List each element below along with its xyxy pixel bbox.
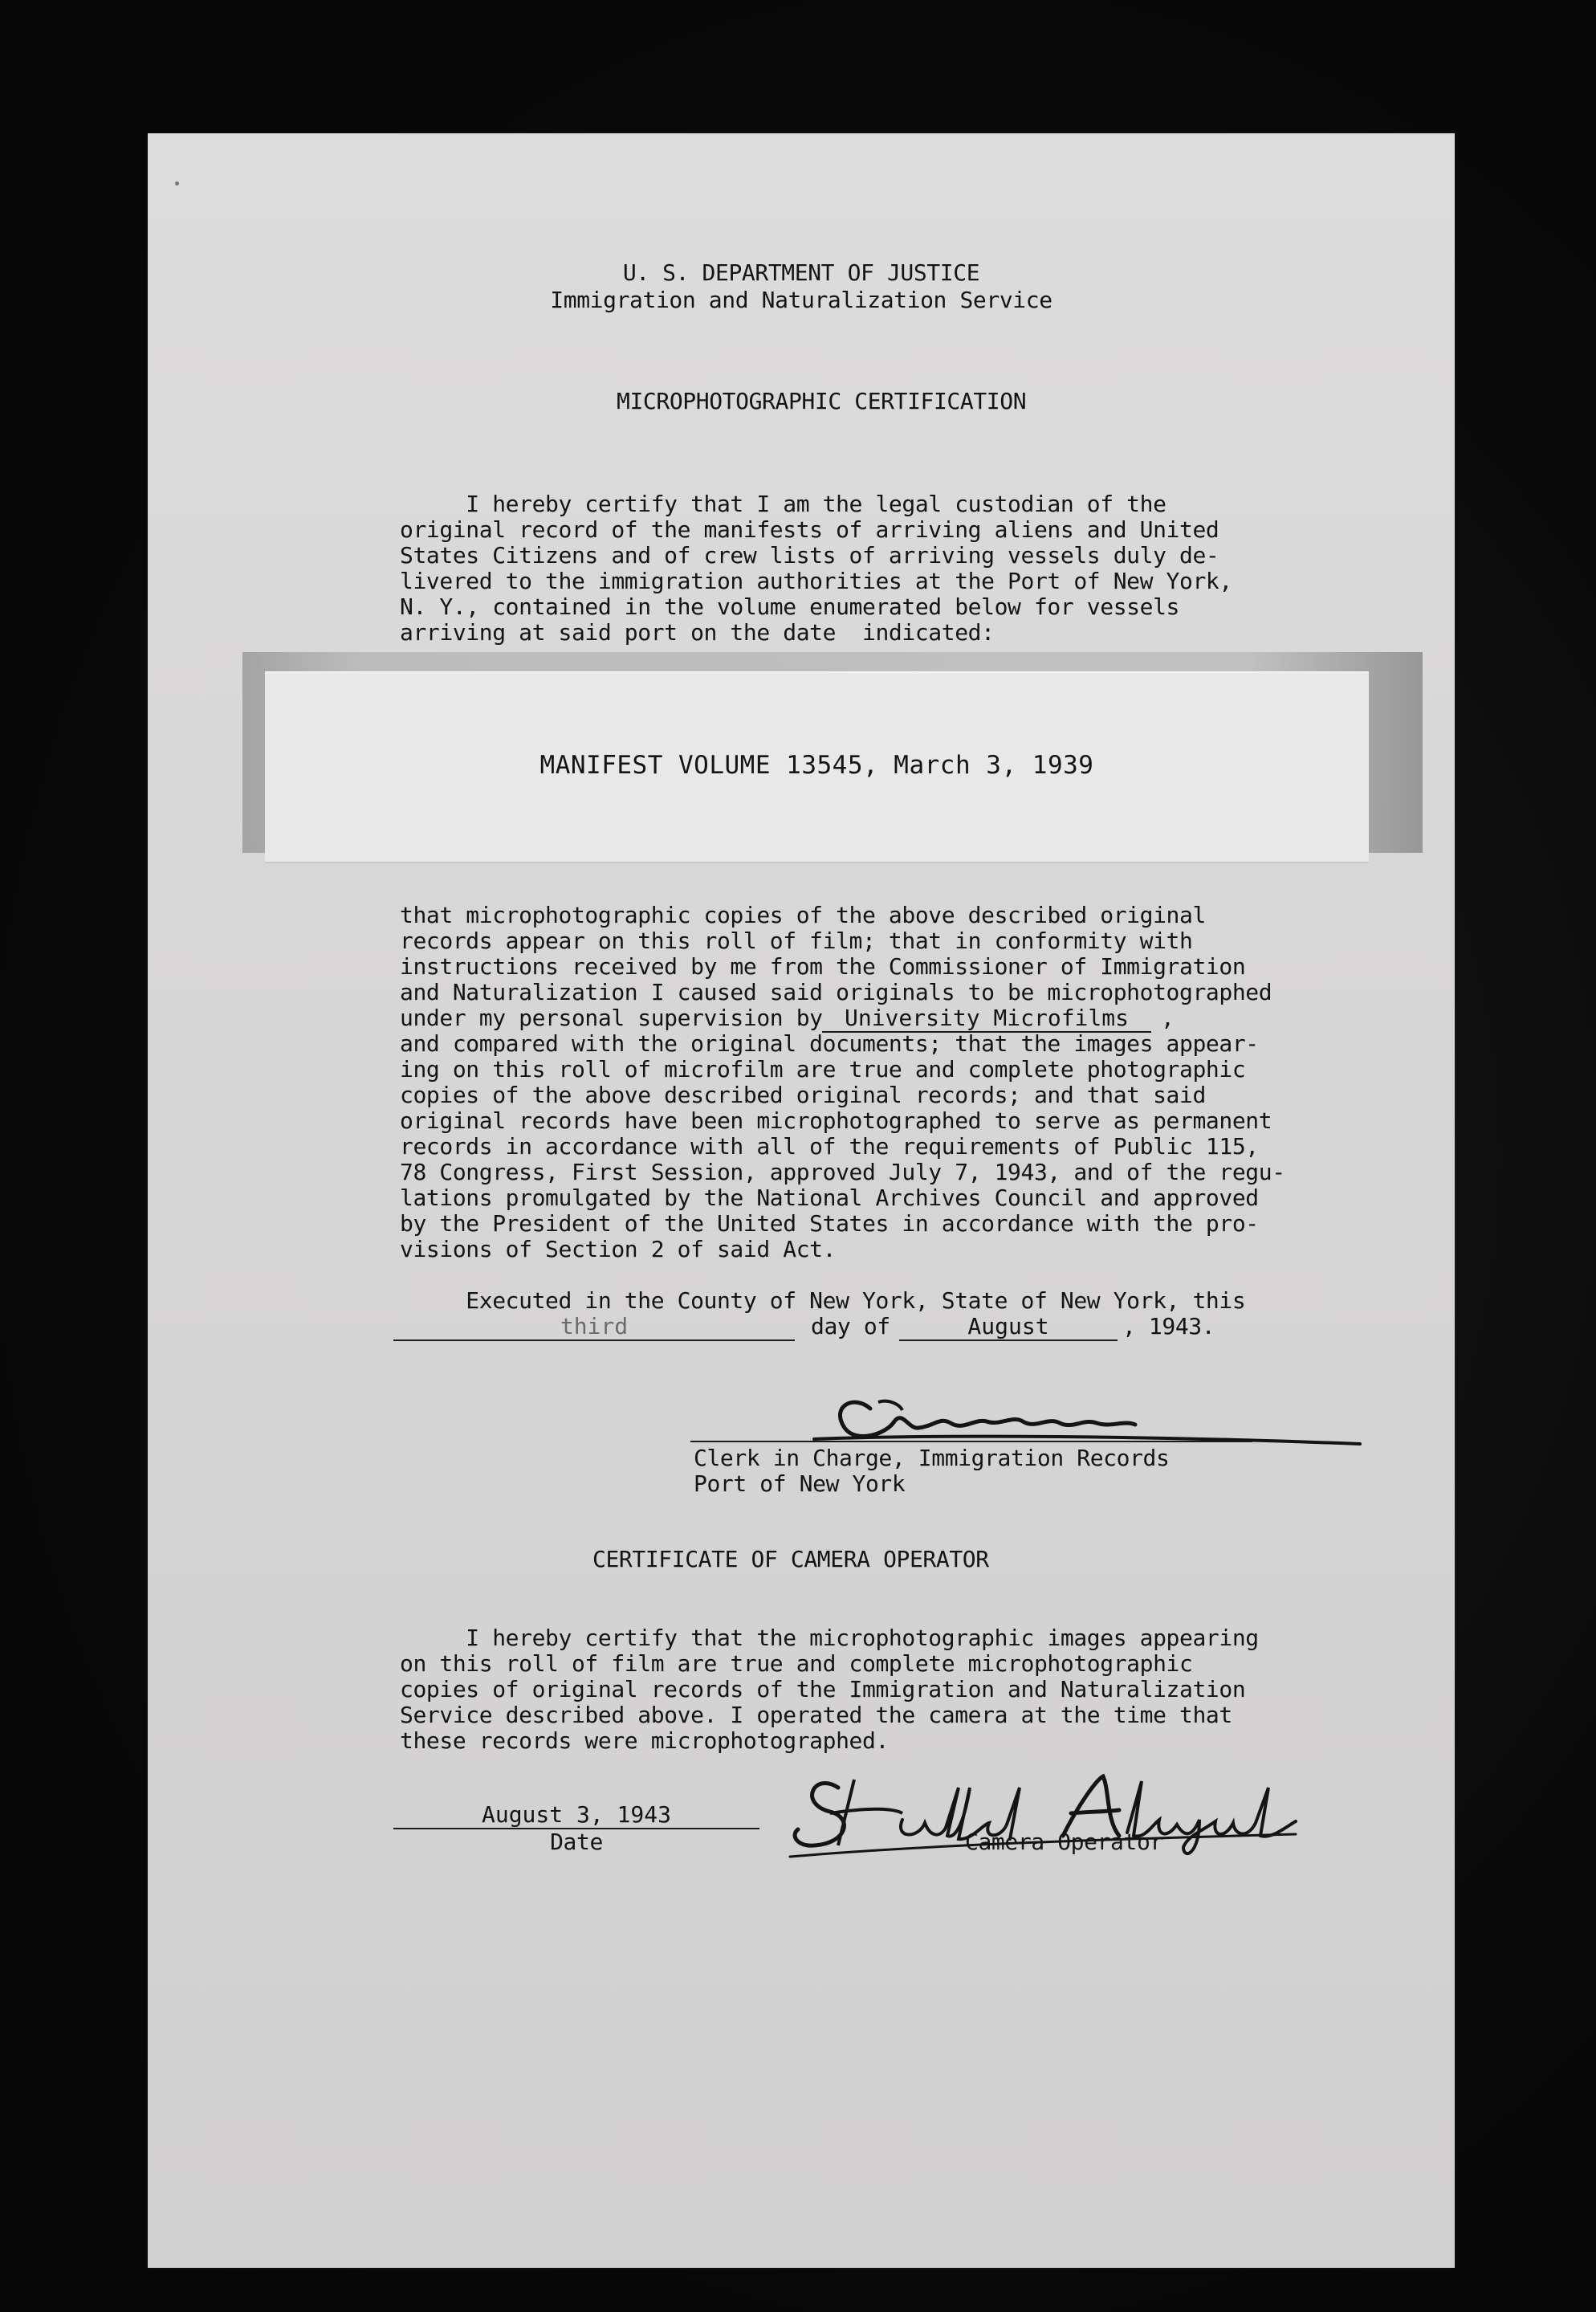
certificate-page — [148, 133, 1455, 2268]
camera-certificate-title: CERTIFICATE OF CAMERA OPERATOR — [592, 1546, 989, 1572]
clerk-title: Clerk in Charge, Immigration Records — [694, 1445, 1170, 1471]
body-line: under my personal supervision by — [400, 1005, 823, 1031]
camera-line: Service described above. I operated the camera at the time that — [400, 1702, 1232, 1728]
executed-year: , 1943. — [1122, 1313, 1215, 1339]
body-line: 78 Congress, First Session, approved July 7, 1943, and of the regu- — [400, 1159, 1285, 1185]
clerk-signature-line — [690, 1441, 1252, 1442]
body-line: lations promulgated by the National Archives Council and approved — [400, 1185, 1259, 1211]
executed-day-field: third — [393, 1314, 795, 1341]
camera-line: copies of original records of the Immigration and Naturalization — [400, 1676, 1246, 1702]
department-heading: U. S. DEPARTMENT OF JUSTICE — [622, 259, 980, 286]
intro-line: States Citizens and of crew lists of arriving vessels duly de- — [400, 542, 1219, 569]
executed-line: Executed in the County of New York, State of New York, this — [400, 1287, 1246, 1314]
camera-line: on this roll of film are true and complete microphotographic — [400, 1650, 1193, 1677]
clerk-location: Port of New York — [694, 1470, 906, 1497]
manifest-volume: MANIFEST VOLUME 13545, March 3, 1939 — [539, 751, 1094, 780]
manifest-slip — [265, 671, 1369, 863]
body-line: instructions received by me from the Commissioner of Immigration — [400, 953, 1246, 980]
body-line: by the President of the United States in accordance with the pro- — [400, 1210, 1259, 1237]
day-of-label: day of — [811, 1313, 890, 1339]
body-line: records appear on this roll of film; that in conformity with — [400, 928, 1193, 954]
intro-line: livered to the immigration authorities at the Port of New York, — [400, 568, 1232, 594]
body-line: and Naturalization I caused said originals to be microphotographed — [400, 979, 1272, 1005]
date-field: August 3, 1943 — [393, 1802, 759, 1829]
film-speck — [175, 181, 179, 186]
body-line: visions of Section 2 of said Act. — [400, 1236, 837, 1262]
body-line: and compared with the original documents; that the images appear- — [400, 1030, 1259, 1057]
supervisor-comma: , — [1161, 1005, 1175, 1031]
body-line: copies of the above described original records; and that said — [400, 1082, 1206, 1108]
certification-title: MICROPHOTOGRAPHIC CERTIFICATION — [617, 388, 1027, 414]
body-line: records in accordance with all of the requirements of Public 115, — [400, 1133, 1259, 1160]
camera-line: I hereby certify that the microphotographic images appearing — [400, 1625, 1259, 1651]
executed-month-field: August — [899, 1314, 1118, 1341]
supervisor-field: University Microfilms — [822, 1005, 1151, 1033]
service-heading: Immigration and Naturalization Service — [550, 287, 1052, 313]
intro-line: original record of the manifests of arriving aliens and United — [400, 516, 1219, 543]
body-line: original records have been microphotographed to serve as permanent — [400, 1107, 1272, 1134]
intro-line: I hereby certify that I am the legal custodian of the — [400, 491, 1166, 517]
intro-line: N. Y., contained in the volume enumerated below for vessels — [400, 593, 1179, 620]
camera-line: these records were microphotographed. — [400, 1727, 889, 1754]
body-line: that microphotographic copies of the above described original — [400, 902, 1206, 928]
intro-line: arriving at said port on the date indicated: — [400, 619, 995, 646]
date-label: Date — [550, 1829, 603, 1855]
camera-operator-label: Camera Operator — [965, 1829, 1163, 1855]
body-line: ing on this roll of microfilm are true and complete photographic — [400, 1056, 1246, 1083]
